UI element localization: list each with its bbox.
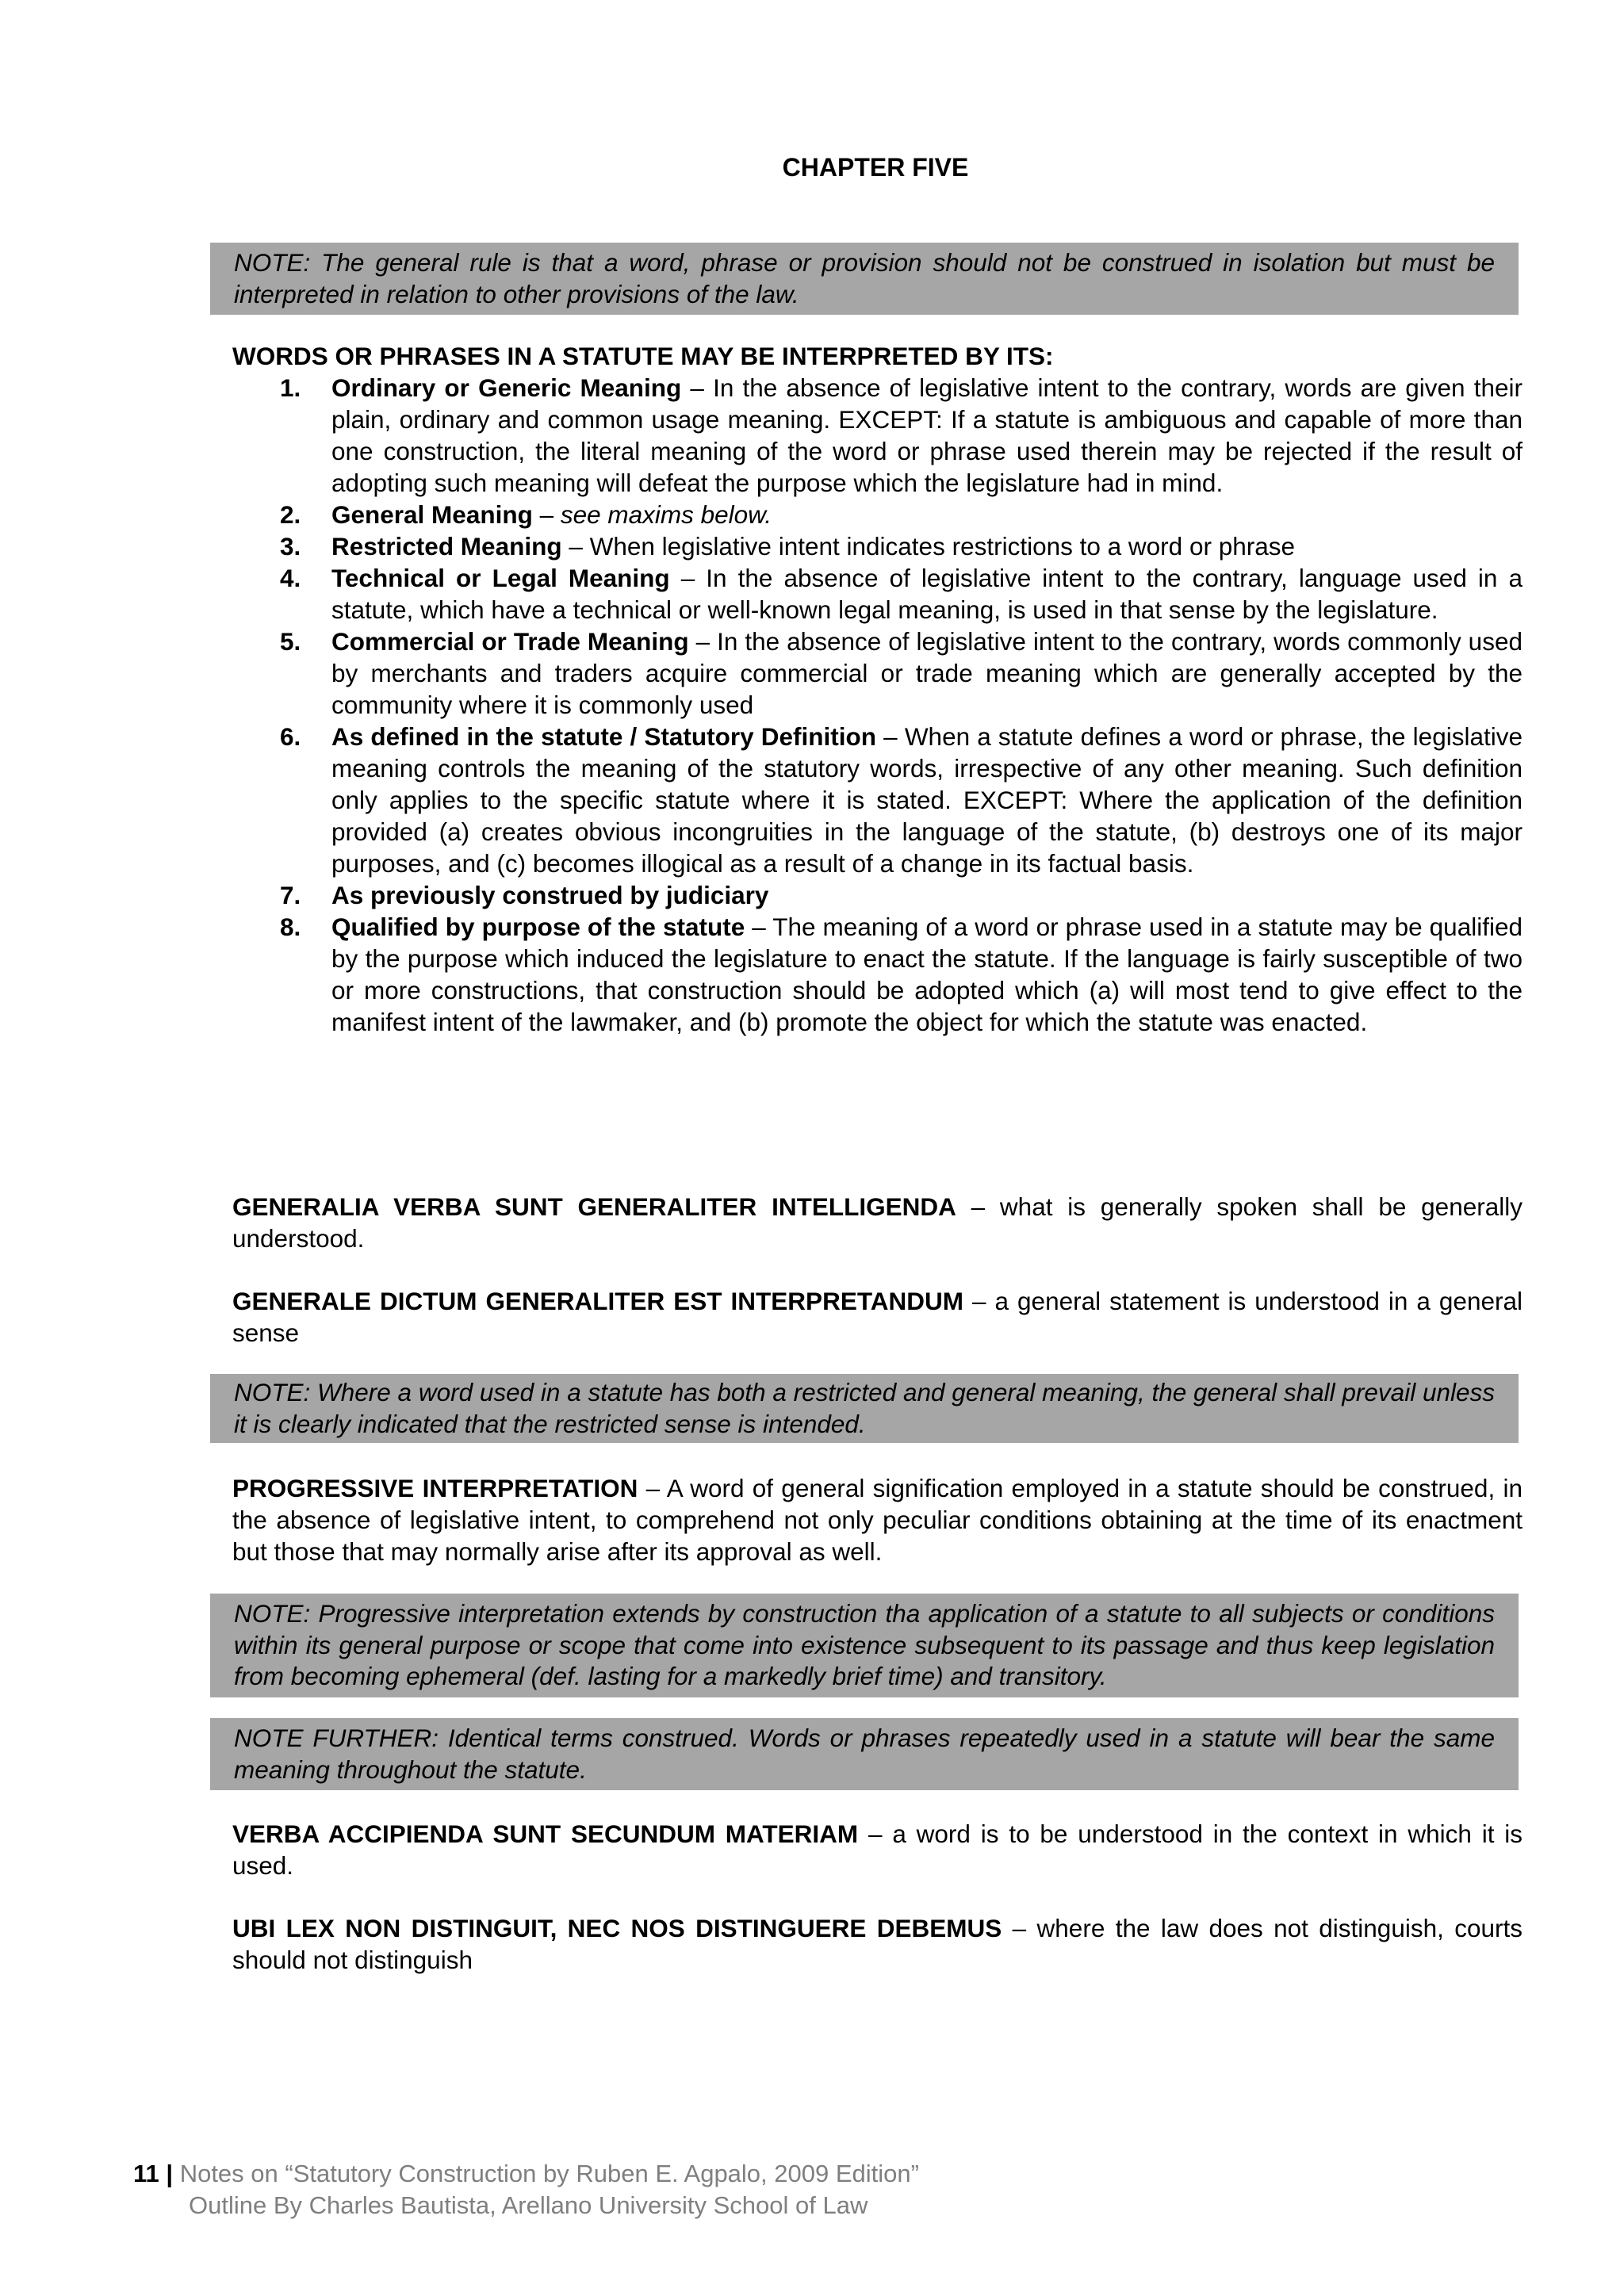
note-text: NOTE: The general rule is that a word, phrase or provision should not be construed in isolation but must be interpreted in relation to other provisions of the law.: [234, 248, 1495, 308]
list-item: [232, 372, 1522, 499]
list-item: [232, 626, 1522, 721]
maxim-text: – a general statement is understood in a general sense: [232, 1287, 1522, 1347]
item-number: 8.: [280, 913, 301, 941]
note-text: NOTE: Where a word used in a statute has both a restricted and general meaning, the general shall prevail unless it is clearly indicated that the restricted sense is intended.: [234, 1378, 1495, 1438]
item-text: – The meaning of a word or phrase used in a statute may be qualified by the purpose which induced the legislature to enact the statute. If the language is fairly susceptible of two or more constructions, that construction should be adopted which (a) will most tend to give effect to the manifest intent of the lawmaker, and (b) promote the object for which the statute was enacted.: [331, 913, 1522, 1036]
item-number: 5.: [280, 627, 301, 656]
item-text: – When a statute defines a word or phrase, the legislative meaning controls the meaning of the statutory words, irrespective of any other meaning. Such definition only applies to the specific statute where it is stated. EXCEPT: Where the application of the definition provided (a) creates obvious incongruities in the language of the statute, (b) destroys one of its major purposes, and (c) becomes illogical as a result of a change in its factual basis.: [331, 722, 1523, 878]
item-text: – In the absence of legislative intent to the contrary, words commonly used by merchants and traders acquire commercial or trade meaning which are generally accepted by the community where it is commonly used: [331, 627, 1522, 719]
item-number: 3.: [280, 532, 301, 561]
maxim-text: – a word is to be understood in the context in which it is used.: [232, 1820, 1523, 1880]
maxim-text: – A word of general signification employed in a statute should be construed, in the absence of legislative intent, to comprehend not only peculiar conditions obtaining at the time of its enactment but those that may normally arise after its approval as well.: [232, 1474, 1522, 1566]
item-number: 1.: [280, 373, 301, 402]
maxim-term: UBI LEX NON DISTINGUIT, NEC NOS DISTINGUERE DEBEMUS: [232, 1914, 1002, 1942]
list-item: [232, 562, 1522, 626]
page-number: 11: [133, 2160, 159, 2187]
page-footer: [133, 2158, 919, 2221]
item-text: – In the absence of legislative intent to the contrary, language used in a statute, which have a technical or well-known legal meaning, is used in that sense by the legislature.: [331, 564, 1522, 624]
item-term: Commercial or Trade Meaning: [331, 627, 689, 656]
maxim-term: VERBA ACCIPIENDA SUNT SECUNDUM MATERIAM: [232, 1820, 859, 1848]
maxim-term: GENERALIA VERBA SUNT GENERALITER INTELLIGENDA: [232, 1192, 956, 1221]
item-number: 2.: [280, 500, 301, 529]
chapter-title: CHAPTER FIVE: [782, 153, 969, 182]
maxim-paragraph: [232, 1285, 1522, 1349]
item-number: 4.: [280, 564, 301, 592]
list-item: [232, 721, 1522, 879]
maxim-term: PROGRESSIVE INTERPRETATION: [232, 1474, 638, 1502]
item-term: As previously construed by judiciary: [331, 881, 769, 909]
item-number: 6.: [280, 722, 301, 751]
interpretation-list: [232, 372, 1522, 1038]
footer-line-1: Notes on “Statutory Construction by Ruben E. Agpalo, 2009 Edition”: [179, 2160, 919, 2187]
maxim-text: – what is generally spoken shall be generally understood.: [232, 1192, 1522, 1253]
item-text: – When legislative intent indicates restrictions to a word or phrase: [561, 532, 1296, 561]
item-term: General Meaning: [331, 500, 533, 529]
item-term: Ordinary or Generic Meaning: [331, 373, 682, 402]
item-italic-text: see maxims below.: [560, 500, 772, 529]
footer-separator: |: [159, 2160, 180, 2187]
item-term: Technical or Legal Meaning: [331, 564, 670, 592]
maxim-paragraph: [232, 1912, 1522, 1976]
note-text: NOTE FURTHER: Identical terms construed. Words or phrases repeatedly used in a statute will bear the same meaning throughout the statute.: [234, 1724, 1495, 1784]
list-item: [232, 530, 1522, 562]
item-term: Qualified by purpose of the statute: [331, 913, 745, 941]
note-text: NOTE: Progressive interpretation extends by construction tha application of a statute to all subjects or conditions within its general purpose or scope that come into existence subsequent to its passage and thus keep legislation from becoming ephemeral (def. lasting for a markedly brief time) and transitory.: [234, 1599, 1495, 1690]
item-term: Restricted Meaning: [331, 532, 562, 561]
maxim-text: – where the law does not distinguish, courts should not distinguish: [232, 1914, 1522, 1974]
item-number: 7.: [280, 881, 301, 909]
maxim-paragraph: [232, 1472, 1522, 1567]
footer-line-2: Outline By Charles Bautista, Arellano University School of Law: [189, 2191, 868, 2219]
note-box: [210, 1374, 1519, 1443]
note-box: [210, 1594, 1519, 1697]
note-box: [210, 243, 1519, 315]
list-item: [232, 911, 1522, 1038]
item-separator: –: [532, 500, 561, 529]
item-term: As defined in the statute / Statutory Definition: [331, 722, 877, 751]
maxim-paragraph: [232, 1818, 1522, 1881]
maxim-term: GENERALE DICTUM GENERALITER EST INTERPRETANDUM: [232, 1287, 963, 1315]
note-box: [210, 1718, 1519, 1790]
list-item: [232, 499, 1522, 530]
list-heading: WORDS OR PHRASES IN A STATUTE MAY BE INTERPRETED BY ITS:: [232, 342, 1054, 370]
maxim-paragraph: [232, 1191, 1522, 1254]
list-item: [232, 879, 1522, 911]
item-text: – In the absence of legislative intent to the contrary, words are given their plain, ordinary and common usage meaning. EXCEPT: If a statute is ambiguous and capable of more than one construction, the literal meaning of the word or phrase used therein may be rejected if the result of adopting such meaning will defeat the purpose which the legislature had in mind.: [331, 373, 1522, 497]
